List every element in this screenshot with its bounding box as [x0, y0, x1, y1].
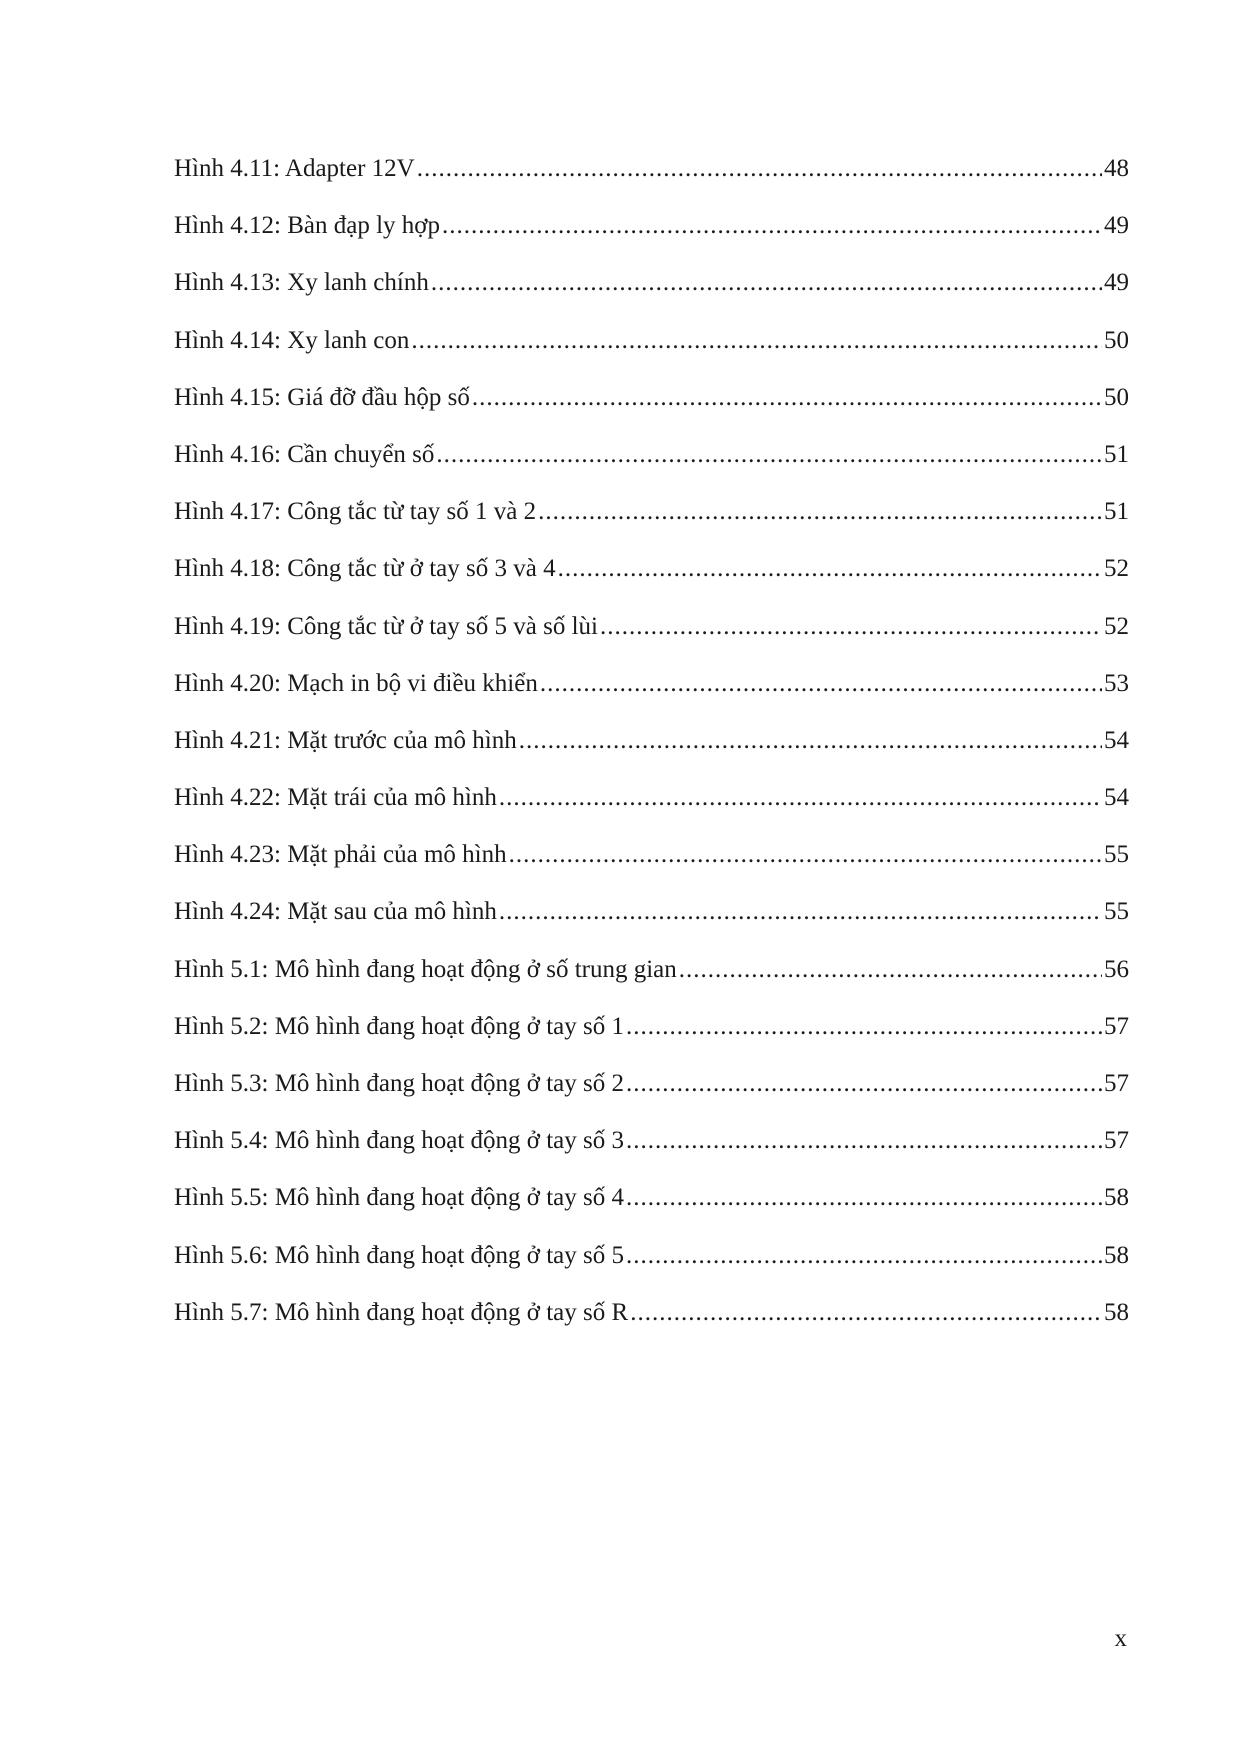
- toc-entry-label: Hình 4.24: Mặt sau của mô hình: [174, 898, 497, 926]
- toc-entry-label: Hình 5.6: Mô hình đang hoạt động ở tay số 5: [174, 1241, 624, 1269]
- toc-entry-label: Hình 4.20: Mạch in bộ vi điều khiển: [174, 669, 538, 697]
- toc-entry: [174, 369, 1129, 426]
- toc-entry: [174, 1284, 1129, 1341]
- toc-entry-page: 54: [1104, 784, 1129, 812]
- dot-leader: [630, 1284, 1102, 1341]
- toc-entry: [174, 140, 1129, 197]
- toc-entry-label: Hình 4.15: Giá đỡ đầu hộp số: [174, 383, 470, 411]
- toc-entry-page: 56: [1104, 955, 1129, 983]
- dot-leader: [472, 369, 1102, 426]
- toc-entry-label: Hình 5.2: Mô hình đang hoạt động ở tay số 1: [174, 1012, 624, 1040]
- toc-entry-page: 58: [1104, 1241, 1129, 1269]
- dot-leader: [436, 426, 1102, 483]
- toc-entry: [174, 483, 1129, 540]
- toc-entry-page: 57: [1104, 1070, 1129, 1097]
- toc-entry-label: Hình 4.11: Adapter 12V: [174, 155, 415, 182]
- toc-entry: [174, 426, 1129, 483]
- toc-entry: [174, 826, 1129, 883]
- toc-entry: [174, 883, 1129, 940]
- dot-leader: [626, 998, 1102, 1055]
- toc-entry-label: Hình 4.21: Mặt trước của mô hình: [174, 726, 517, 754]
- dot-leader: [538, 483, 1102, 540]
- toc-entry-page: 50: [1104, 326, 1129, 354]
- dot-leader: [442, 197, 1102, 254]
- dot-leader: [499, 769, 1102, 826]
- toc-entry: [174, 769, 1129, 826]
- toc-entry: [174, 1112, 1129, 1169]
- toc-entry: [174, 712, 1129, 769]
- dot-leader: [411, 312, 1102, 369]
- toc-entry-label: Hình 4.17: Công tắc từ tay số 1 và 2: [174, 498, 537, 526]
- list-of-figures: [174, 140, 1129, 1341]
- toc-entry-page: 57: [1104, 1012, 1129, 1040]
- toc-entry-label: Hình 4.18: Công tắc từ ở tay số 3 và 4: [174, 555, 556, 583]
- dot-leader: [679, 941, 1102, 998]
- dot-leader: [626, 1169, 1102, 1226]
- toc-entry-page: 51: [1104, 440, 1129, 468]
- toc-entry-label: Hình 4.16: Cần chuyển số: [174, 440, 435, 468]
- toc-entry-label: Hình 4.19: Công tắc từ ở tay số 5 và số lùi: [174, 612, 598, 640]
- toc-entry-page: 49: [1104, 212, 1129, 240]
- dot-leader: [499, 883, 1102, 940]
- toc-entry-label: Hình 5.3: Mô hình đang hoạt động ở tay số 2: [174, 1070, 624, 1097]
- dot-leader: [540, 655, 1102, 712]
- toc-entry-page: 48: [1104, 155, 1129, 182]
- toc-entry-label: Hình 4.13: Xy lanh chính: [174, 269, 429, 297]
- toc-entry-page: 54: [1104, 726, 1129, 754]
- toc-entry: [174, 254, 1129, 311]
- dot-leader: [626, 1112, 1102, 1169]
- toc-entry-label: Hình 5.4: Mô hình đang hoạt động ở tay số 3: [174, 1127, 624, 1155]
- dot-leader: [626, 1055, 1102, 1112]
- toc-entry-label: Hình 4.23: Mặt phải của mô hình: [174, 841, 507, 869]
- toc-entry-label: Hình 5.1: Mô hình đang hoạt động ở số trung gian: [174, 955, 677, 983]
- toc-entry-page: 51: [1104, 498, 1129, 526]
- toc-entry: [174, 1169, 1129, 1226]
- toc-entry: [174, 655, 1129, 712]
- toc-entry-page: 58: [1104, 1298, 1129, 1326]
- toc-entry: [174, 197, 1129, 254]
- toc-entry-page: 58: [1104, 1184, 1129, 1212]
- toc-entry: [174, 312, 1129, 369]
- toc-entry-page: 53: [1104, 669, 1129, 697]
- toc-entry: [174, 941, 1129, 998]
- toc-entry-page: 55: [1104, 841, 1129, 869]
- toc-entry-page: 52: [1104, 555, 1129, 583]
- toc-entry: [174, 1227, 1129, 1284]
- toc-entry-page: 55: [1104, 898, 1129, 926]
- toc-entry-label: Hình 4.12: Bàn đạp ly hợp: [174, 212, 440, 240]
- toc-entry: [174, 998, 1129, 1055]
- toc-entry-page: 57: [1104, 1127, 1129, 1155]
- dot-leader: [626, 1227, 1102, 1284]
- toc-entry-label: Hình 5.7: Mô hình đang hoạt động ở tay số R: [174, 1298, 629, 1326]
- dot-leader: [558, 540, 1102, 597]
- dot-leader: [431, 254, 1102, 311]
- toc-entry-label: Hình 5.5: Mô hình đang hoạt động ở tay số 4: [174, 1184, 624, 1212]
- toc-entry: [174, 598, 1129, 655]
- toc-entry-page: 52: [1104, 612, 1129, 640]
- dot-leader: [600, 598, 1102, 655]
- toc-entry-page: 50: [1104, 383, 1129, 411]
- page-number: x: [1114, 1625, 1127, 1652]
- toc-entry-label: Hình 4.22: Mặt trái của mô hình: [174, 784, 497, 812]
- toc-entry-page: 49: [1104, 269, 1129, 297]
- dot-leader: [519, 712, 1102, 769]
- dot-leader: [509, 826, 1102, 883]
- dot-leader: [417, 140, 1102, 197]
- toc-entry-label: Hình 4.14: Xy lanh con: [174, 326, 410, 354]
- toc-entry: [174, 1055, 1129, 1112]
- toc-entry: [174, 540, 1129, 597]
